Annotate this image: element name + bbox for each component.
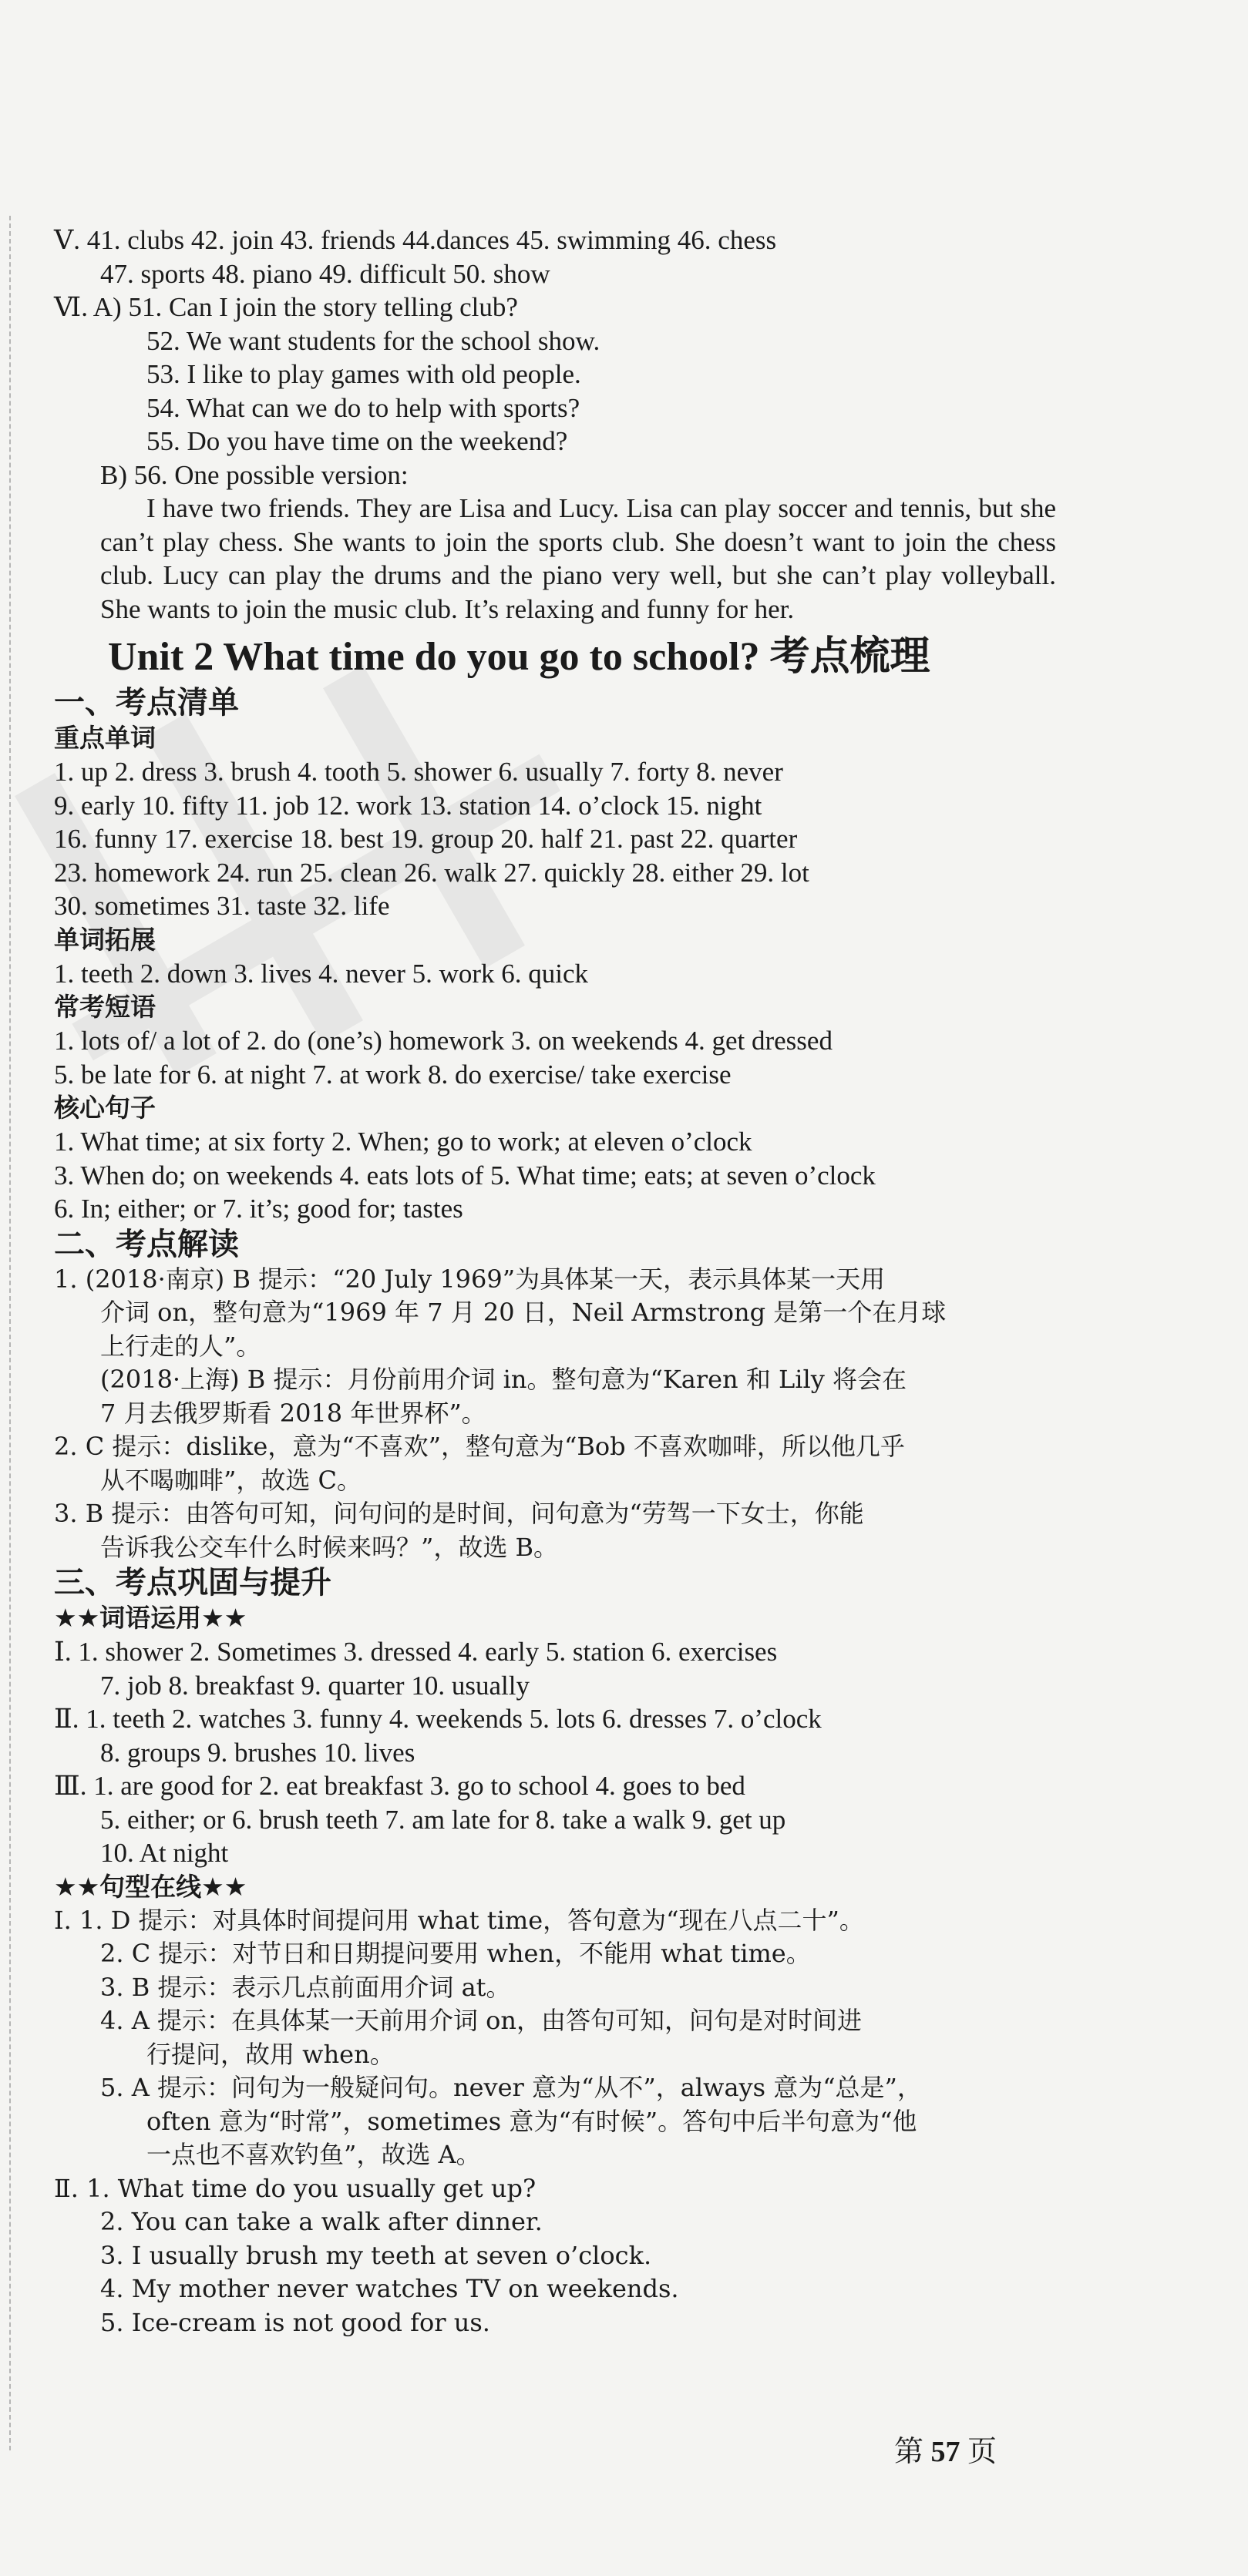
subheading-phrases: 常考短语: [54, 992, 156, 1022]
answer-line: 8. groups 9. brushes 10. lives: [100, 1737, 415, 1768]
subheading-sentence-patterns: ★★句型在线★★: [54, 1871, 247, 1902]
phrases-list: [54, 1024, 1056, 1091]
answer-line: often 意为“时常”，sometimes 意为“有时候”。答句中后半句意为“他: [146, 2106, 917, 2136]
answer-line: 介词 on，整句意为“1969 年 7 月 20 日，Neil Armstrong 是第一个在月球: [100, 1298, 947, 1327]
subheading-word-extension: 单词拓展: [54, 924, 156, 955]
answer-line: 1. teeth 2. down 3. lives 4. never 5. work 6. quick: [54, 958, 589, 989]
section-heading-2: 二、考点解读: [54, 1226, 239, 1262]
answer-line: 上行走的人”。: [100, 1331, 261, 1361]
answer-line: Ⅰ. 1. shower 2. Sometimes 3. dressed 4. early 5. station 6. exercises: [54, 1637, 778, 1667]
core-sentences-list: [54, 1125, 1056, 1226]
answer-line: 1. What time; at six forty 2. When; go to work; at eleven o’clock: [54, 1127, 752, 1157]
answer-line: 2. C 提示：对节日和日期提问要用 when，不能用 what time。: [100, 1939, 811, 1968]
answer-line: B) 56. One possible version:: [100, 459, 409, 490]
answer-line: 1. up 2. dress 3. brush 4. tooth 5. shower 6. usually 7. forty 8. never: [54, 757, 783, 787]
answer-line: Ⅴ. 41. clubs 42. join 43. friends 44.dances 45. swimming 46. chess: [54, 225, 777, 255]
answer-line: 行提问，故用 when。: [146, 2039, 395, 2069]
answer-line: Ⅰ. 1. D 提示：对具体时间提问用 what time，答句意为“现在八点二十”。: [54, 1905, 864, 1935]
answer-line: 10. At night: [100, 1838, 229, 1868]
answer-line: 3. I usually brush my teeth at seven o’clock.: [100, 2240, 652, 2270]
answer-line: 7 月去俄罗斯看 2018 年世界杯”。: [100, 1398, 486, 1428]
page-number: 第 57 页: [894, 2436, 997, 2468]
subheading-word-use: ★★词语运用★★: [54, 1603, 247, 1633]
answer-line: 一点也不喜欢钓鱼”，故选 A。: [146, 2140, 481, 2169]
answer-line: 30. sometimes 31. taste 32. life: [54, 891, 390, 921]
answer-line: 9. early 10. fifty 11. job 12. work 13. station 14. o’clock 15. night: [54, 790, 762, 821]
answer-line: 47. sports 48. piano 49. difficult 50. show: [100, 258, 550, 289]
answer-line: 55. Do you have time on the weekend?: [146, 426, 568, 456]
answer-line: 从不喝咖啡”，故选 C。: [100, 1465, 362, 1495]
answer-line: 53. I like to play games with old people.: [146, 359, 581, 389]
answer-line: 6. In; either; or 7. it’s; good for; tastes: [54, 1194, 463, 1224]
binding-margin-line: [9, 216, 11, 2450]
answer-line: 3. When do; on weekends 4. eats lots of 5. What time; eats; at seven o’clock: [54, 1160, 876, 1191]
answer-line: 5. Ice-cream is not good for us.: [100, 2307, 490, 2337]
answer-line: Ⅱ. 1. What time do you usually get up?: [54, 2173, 537, 2203]
answer-line: Ⅱ. 1. teeth 2. watches 3. funny 4. weekends 5. lots 6. dresses 7. o’clock: [54, 1704, 822, 1734]
answer-line: 7. job 8. breakfast 9. quarter 10. usually: [100, 1670, 530, 1701]
subheading-core-sentences: 核心句子: [54, 1093, 156, 1123]
answer-line: 5. be late for 6. at night 7. at work 8. do exercise/ take exercise: [54, 1059, 732, 1090]
answer-line: 2. C 提示：dislike，意为“不喜欢”，整句意为“Bob 不喜欢咖啡，所以他几乎: [54, 1432, 905, 1461]
answer-line: 2. You can take a walk after dinner.: [100, 2207, 543, 2236]
sentence-patterns-list: [54, 1904, 1056, 2340]
answer-line: 5. either; or 6. brush teeth 7. am late for 8. take a walk 9. get up: [100, 1804, 786, 1835]
section-v-vi: [54, 223, 1056, 492]
answer-line: 告诉我公交车什么时候来吗？”，故选 B。: [100, 1532, 559, 1562]
answer-line: 1. lots of/ a lot of 2. do (one’s) homework 3. on weekends 4. get dressed: [54, 1026, 833, 1056]
analysis-list: [54, 1263, 1056, 1565]
answer-line: 16. funny 17. exercise 18. best 19. group 20. half 21. past 22. quarter: [54, 824, 798, 854]
answer-line: 3. B 提示：表示几点前面用介词 at。: [100, 1972, 511, 2002]
answer-line: 23. homework 24. run 25. clean 26. walk 27. quickly 28. either 29. lot: [54, 857, 809, 888]
section-heading-3: 三、考点巩固与提升: [54, 1565, 331, 1600]
answer-line: Ⅵ. A) 51. Can I join the story telling club?: [54, 292, 518, 322]
answer-line: 5. A 提示：问句为一般疑问句。never 意为“从不”，always 意为“总是”，: [100, 2073, 922, 2102]
answer-line: Ⅲ. 1. are good for 2. eat breakfast 3. go to school 4. goes to bed: [54, 1771, 745, 1801]
answer-line: 4. My mother never watches TV on weekends.: [100, 2274, 679, 2303]
answer-line: (2018·上海) B 提示：月份前用介词 in。整句意为“Karen 和 Lily 将会在: [100, 1365, 907, 1394]
essay-paragraph: I have two friends. They are Lisa and Lucy. Lisa can play soccer and tennis, but she can’t play chess. She wants to join the sports club. She doesn’t want to join the chess club. Lucy can play the drums and the piano very well, but she can’t play volleyball. She wants to join the music club. It’s relaxing and funny for her.: [100, 493, 1056, 624]
section-heading-1: 一、考点清单: [54, 685, 239, 720]
key-words-list: [54, 755, 1056, 923]
answer-line: 4. A 提示：在具体某一天前用介词 on，由答句可知，问句是对时间进: [100, 2006, 863, 2035]
answer-line: 54. What can we do to help with sports?: [146, 392, 580, 423]
subheading-key-words: 重点单词: [54, 723, 156, 753]
answer-line: 1. (2018·南京) B 提示：“20 July 1969”为具体某一天，表示具体某一天用: [54, 1264, 886, 1294]
word-use-list: [54, 1635, 1056, 1870]
word-extension-list: [54, 957, 1056, 991]
unit-title: Unit 2 What time do you go to school? 考点梳理: [108, 635, 930, 679]
answer-content: [54, 223, 1056, 2339]
answer-line: 52. We want students for the school show.: [146, 325, 600, 356]
answer-line: 3. B 提示：由答句可知，问句问的是时间，问句意为“劳驾一下女士，你能: [54, 1499, 864, 1528]
